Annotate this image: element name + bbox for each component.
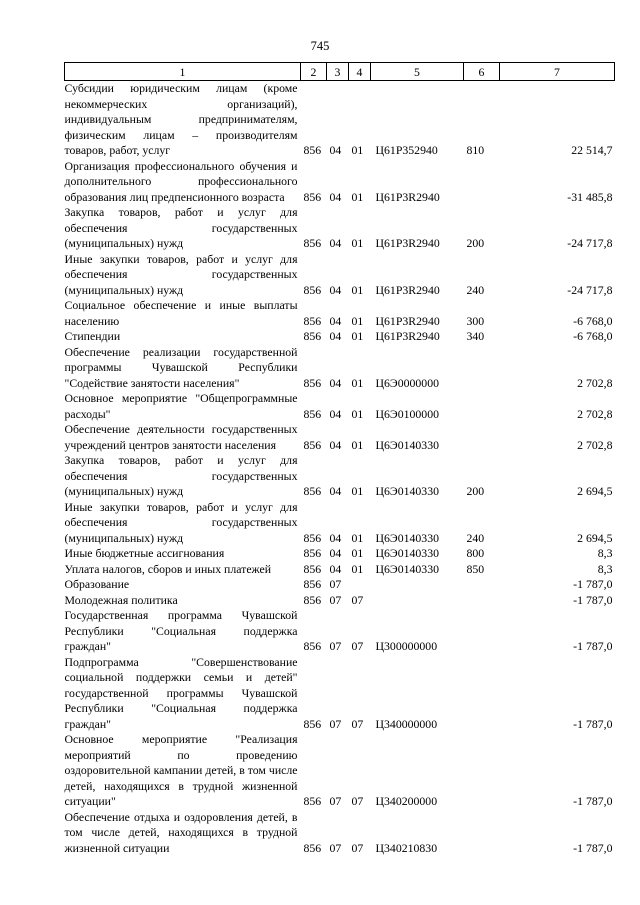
header-col-7: 7 xyxy=(500,63,615,81)
row-subsection-code: 07 xyxy=(351,794,364,808)
row-amount: 8,3 xyxy=(597,546,613,560)
row-expense-type xyxy=(464,422,500,453)
row-subsection-code: 01 xyxy=(351,484,364,498)
table-row xyxy=(65,329,615,345)
row-name: Обеспечение деятельности государственных учреждений центров занятости населения xyxy=(64,422,298,452)
row-target-article: Ц61Р3R2940 xyxy=(375,282,440,297)
row-gr-code: 856 xyxy=(303,546,322,560)
row-target-article: Ц6Э0140330 xyxy=(375,530,439,545)
row-section-code: 04 xyxy=(329,437,342,452)
row-expense-type xyxy=(464,345,500,392)
table-row xyxy=(65,205,615,252)
row-expense-type xyxy=(464,732,500,810)
table-row xyxy=(65,577,615,593)
page-number: 745 xyxy=(310,39,330,53)
row-target-article: Ц6Э0000000 xyxy=(375,375,439,390)
table-row xyxy=(65,159,615,206)
row-expense-type: 240 xyxy=(466,282,485,297)
row-gr-code: 856 xyxy=(303,406,322,421)
row-expense-type: 300 xyxy=(466,313,485,328)
row-expense-type: 850 xyxy=(466,561,485,576)
row-name: Основное мероприятие "Реализация мероприятий по проведению оздоровительной кампании детей, в том числе детей, находящихся в трудной жизненной ситуации" xyxy=(64,732,298,808)
row-section-code: 04 xyxy=(329,329,342,343)
row-subsection-code: 01 xyxy=(351,437,364,452)
row-amount: -1 787,0 xyxy=(573,716,613,731)
row-gr-code: 856 xyxy=(303,313,322,328)
row-target-article: Ц340200000 xyxy=(375,794,438,808)
row-subsection-code: 01 xyxy=(351,530,364,545)
row-gr-code: 856 xyxy=(303,530,322,545)
row-section-code: 07 xyxy=(329,639,342,653)
row-gr-code: 856 xyxy=(303,236,322,250)
row-gr-code: 856 xyxy=(303,577,322,591)
row-name: Субсидии юридическим лицам (кроме некоммерческих организаций), индивидуальным предпринимателям, физическим лицам – производителям товаров, работ, услуг xyxy=(64,81,298,157)
row-target-article: Ц61Р3R2940 xyxy=(375,236,440,250)
row-expense-type: 810 xyxy=(466,143,485,157)
row-gr-code: 856 xyxy=(303,437,322,452)
row-section-code: 04 xyxy=(329,484,342,498)
table-body xyxy=(65,81,615,857)
row-target-article: Ц61Р352940 xyxy=(375,143,438,157)
row-amount: -24 717,8 xyxy=(567,236,613,250)
row-amount: 8,3 xyxy=(597,561,613,576)
row-section-code: 07 xyxy=(329,716,342,731)
row-target-article: Ц6Э0140330 xyxy=(375,437,439,452)
row-name: Государственная программа Чувашской Республики "Социальная поддержка граждан" xyxy=(64,608,298,653)
row-subsection-code: 07 xyxy=(351,840,364,855)
table-row xyxy=(65,732,615,810)
row-gr-code: 856 xyxy=(303,329,322,343)
row-amount: -1 787,0 xyxy=(573,592,613,607)
row-expense-type xyxy=(464,159,500,206)
row-section-code: 07 xyxy=(329,794,342,808)
row-name: Подпрограмма "Совершенствование социальной поддержки семьи и детей" государственной программы Чувашской Республики "Социальная поддержка граждан" xyxy=(64,654,298,731)
row-subsection-code: 01 xyxy=(351,143,364,157)
row-name: Стипендии xyxy=(64,329,121,343)
row-name: Закупка товаров, работ и услуг для обеспечения государственных (муниципальных) нужд xyxy=(64,205,298,250)
row-target-article xyxy=(371,593,464,609)
row-gr-code: 856 xyxy=(303,716,322,731)
row-section-code: 04 xyxy=(329,143,342,157)
row-name: Иные бюджетные ассигнования xyxy=(64,546,225,560)
row-target-article: Ц340210830 xyxy=(375,840,438,855)
row-target-article: Ц61Р3R2940 xyxy=(375,313,440,328)
row-amount: 22 514,7 xyxy=(571,143,613,157)
row-expense-type: 800 xyxy=(466,546,485,560)
row-section-code: 04 xyxy=(329,236,342,250)
row-expense-type: 340 xyxy=(466,329,485,343)
row-expense-type xyxy=(464,593,500,609)
table-row xyxy=(65,655,615,733)
row-section-code: 04 xyxy=(329,530,342,545)
header-col-6: 6 xyxy=(464,63,500,81)
row-name: Иные закупки товаров, работ и услуг для обеспечения государственных (муниципальных) нужд xyxy=(64,251,298,297)
row-gr-code: 856 xyxy=(303,840,322,855)
row-name: Уплата налогов, сборов и иных платежей xyxy=(64,561,272,576)
table-row xyxy=(65,422,615,453)
row-amount: -31 485,8 xyxy=(567,189,613,204)
row-section-code: 04 xyxy=(329,546,342,560)
row-gr-code: 856 xyxy=(303,484,322,498)
row-subsection-code: 01 xyxy=(351,329,364,343)
row-expense-type: 200 xyxy=(466,484,485,498)
row-subsection-code xyxy=(349,577,371,593)
row-name: Обеспечение отдыха и оздоровления детей, в том числе детей, находящихся в трудной жизненной ситуации xyxy=(64,809,298,855)
row-target-article: Ц300000000 xyxy=(375,639,438,653)
row-expense-type xyxy=(464,810,500,857)
row-expense-type xyxy=(464,391,500,422)
row-expense-type xyxy=(464,608,500,655)
table-row xyxy=(65,562,615,578)
table-row xyxy=(65,81,615,159)
row-subsection-code: 01 xyxy=(351,406,364,421)
header-col-3: 3 xyxy=(327,63,349,81)
row-name: Обеспечение реализации государственной программы Чувашской Республики "Содействие занятости населения" xyxy=(64,344,298,390)
row-name: Закупка товаров, работ и услуг для обеспечения государственных (муниципальных) нужд xyxy=(64,453,298,498)
row-subsection-code: 07 xyxy=(351,639,364,653)
row-section-code: 04 xyxy=(329,375,342,390)
row-target-article: Ц6Э0100000 xyxy=(375,406,439,421)
table-row xyxy=(65,810,615,857)
row-subsection-code: 01 xyxy=(351,236,364,250)
row-section-code: 07 xyxy=(329,592,342,607)
table-row xyxy=(65,593,615,609)
row-name: Социальное обеспечение и иные выплаты населению xyxy=(64,298,298,328)
row-target-article: Ц61Р3R2940 xyxy=(375,329,440,343)
row-section-code: 04 xyxy=(329,561,342,576)
row-target-article: Ц61Р3R2940 xyxy=(375,189,440,204)
row-subsection-code: 01 xyxy=(351,282,364,297)
row-expense-type xyxy=(464,577,500,593)
row-section-code: 07 xyxy=(329,840,342,855)
row-amount: 2 694,5 xyxy=(577,484,613,498)
row-amount: -1 787,0 xyxy=(573,794,613,808)
table-row xyxy=(65,453,615,500)
row-section-code: 04 xyxy=(329,282,342,297)
row-subsection-code: 01 xyxy=(351,189,364,204)
row-gr-code: 856 xyxy=(303,592,322,607)
row-target-article xyxy=(371,577,464,593)
header-col-1: 1 xyxy=(65,63,301,81)
table-row xyxy=(65,252,615,299)
row-target-article: Ц6Э0140330 xyxy=(375,561,439,576)
row-amount: -1 787,0 xyxy=(573,639,613,653)
row-gr-code: 856 xyxy=(303,189,322,204)
table-row xyxy=(65,608,615,655)
row-subsection-code: 01 xyxy=(351,375,364,390)
row-subsection-code: 07 xyxy=(351,716,364,731)
table-row xyxy=(65,391,615,422)
row-amount: -6 768,0 xyxy=(573,329,613,343)
row-name: Основное мероприятие "Общепрограммные расходы" xyxy=(64,391,298,421)
row-section-code: 07 xyxy=(329,577,342,591)
row-expense-type: 240 xyxy=(466,530,485,545)
row-amount: -6 768,0 xyxy=(573,313,613,328)
row-amount: -24 717,8 xyxy=(567,282,613,297)
row-amount: 2 694,5 xyxy=(577,530,613,545)
row-target-article: Ц6Э0140330 xyxy=(375,484,439,498)
row-name: Молодежная политика xyxy=(64,592,178,607)
row-subsection-code: 01 xyxy=(351,561,364,576)
row-section-code: 04 xyxy=(329,406,342,421)
header-row xyxy=(65,63,615,81)
row-amount: 2 702,8 xyxy=(577,437,613,452)
table-row xyxy=(65,500,615,547)
row-gr-code: 856 xyxy=(303,794,322,808)
row-expense-type xyxy=(464,655,500,733)
table-row xyxy=(65,345,615,392)
table-row xyxy=(65,546,615,562)
budget-table xyxy=(64,62,615,856)
row-gr-code: 856 xyxy=(303,143,322,157)
row-target-article: Ц6Э0140330 xyxy=(375,546,439,560)
row-amount: 2 702,8 xyxy=(577,406,613,421)
row-amount: 2 702,8 xyxy=(577,375,613,390)
row-amount: -1 787,0 xyxy=(573,840,613,855)
header-col-4: 4 xyxy=(349,63,371,81)
row-name: Образование xyxy=(64,577,130,591)
row-target-article: Ц340000000 xyxy=(375,716,438,731)
row-section-code: 04 xyxy=(329,313,342,328)
row-expense-type: 200 xyxy=(466,236,485,250)
table-row xyxy=(65,298,615,329)
row-subsection-code: 07 xyxy=(351,592,364,607)
row-gr-code: 856 xyxy=(303,561,322,576)
row-gr-code: 856 xyxy=(303,375,322,390)
header-col-5: 5 xyxy=(371,63,464,81)
row-section-code: 04 xyxy=(329,189,342,204)
row-subsection-code: 01 xyxy=(351,313,364,328)
row-amount: -1 787,0 xyxy=(573,577,613,591)
row-subsection-code: 01 xyxy=(351,546,364,560)
row-gr-code: 856 xyxy=(303,282,322,297)
row-gr-code: 856 xyxy=(303,639,322,653)
row-name: Организация профессионального обучения и дополнительного профессионального образования лиц предпенсионного возраста xyxy=(64,158,298,204)
header-col-2: 2 xyxy=(301,63,327,81)
row-name: Иные закупки товаров, работ и услуг для обеспечения государственных (муниципальных) нужд xyxy=(64,499,298,545)
